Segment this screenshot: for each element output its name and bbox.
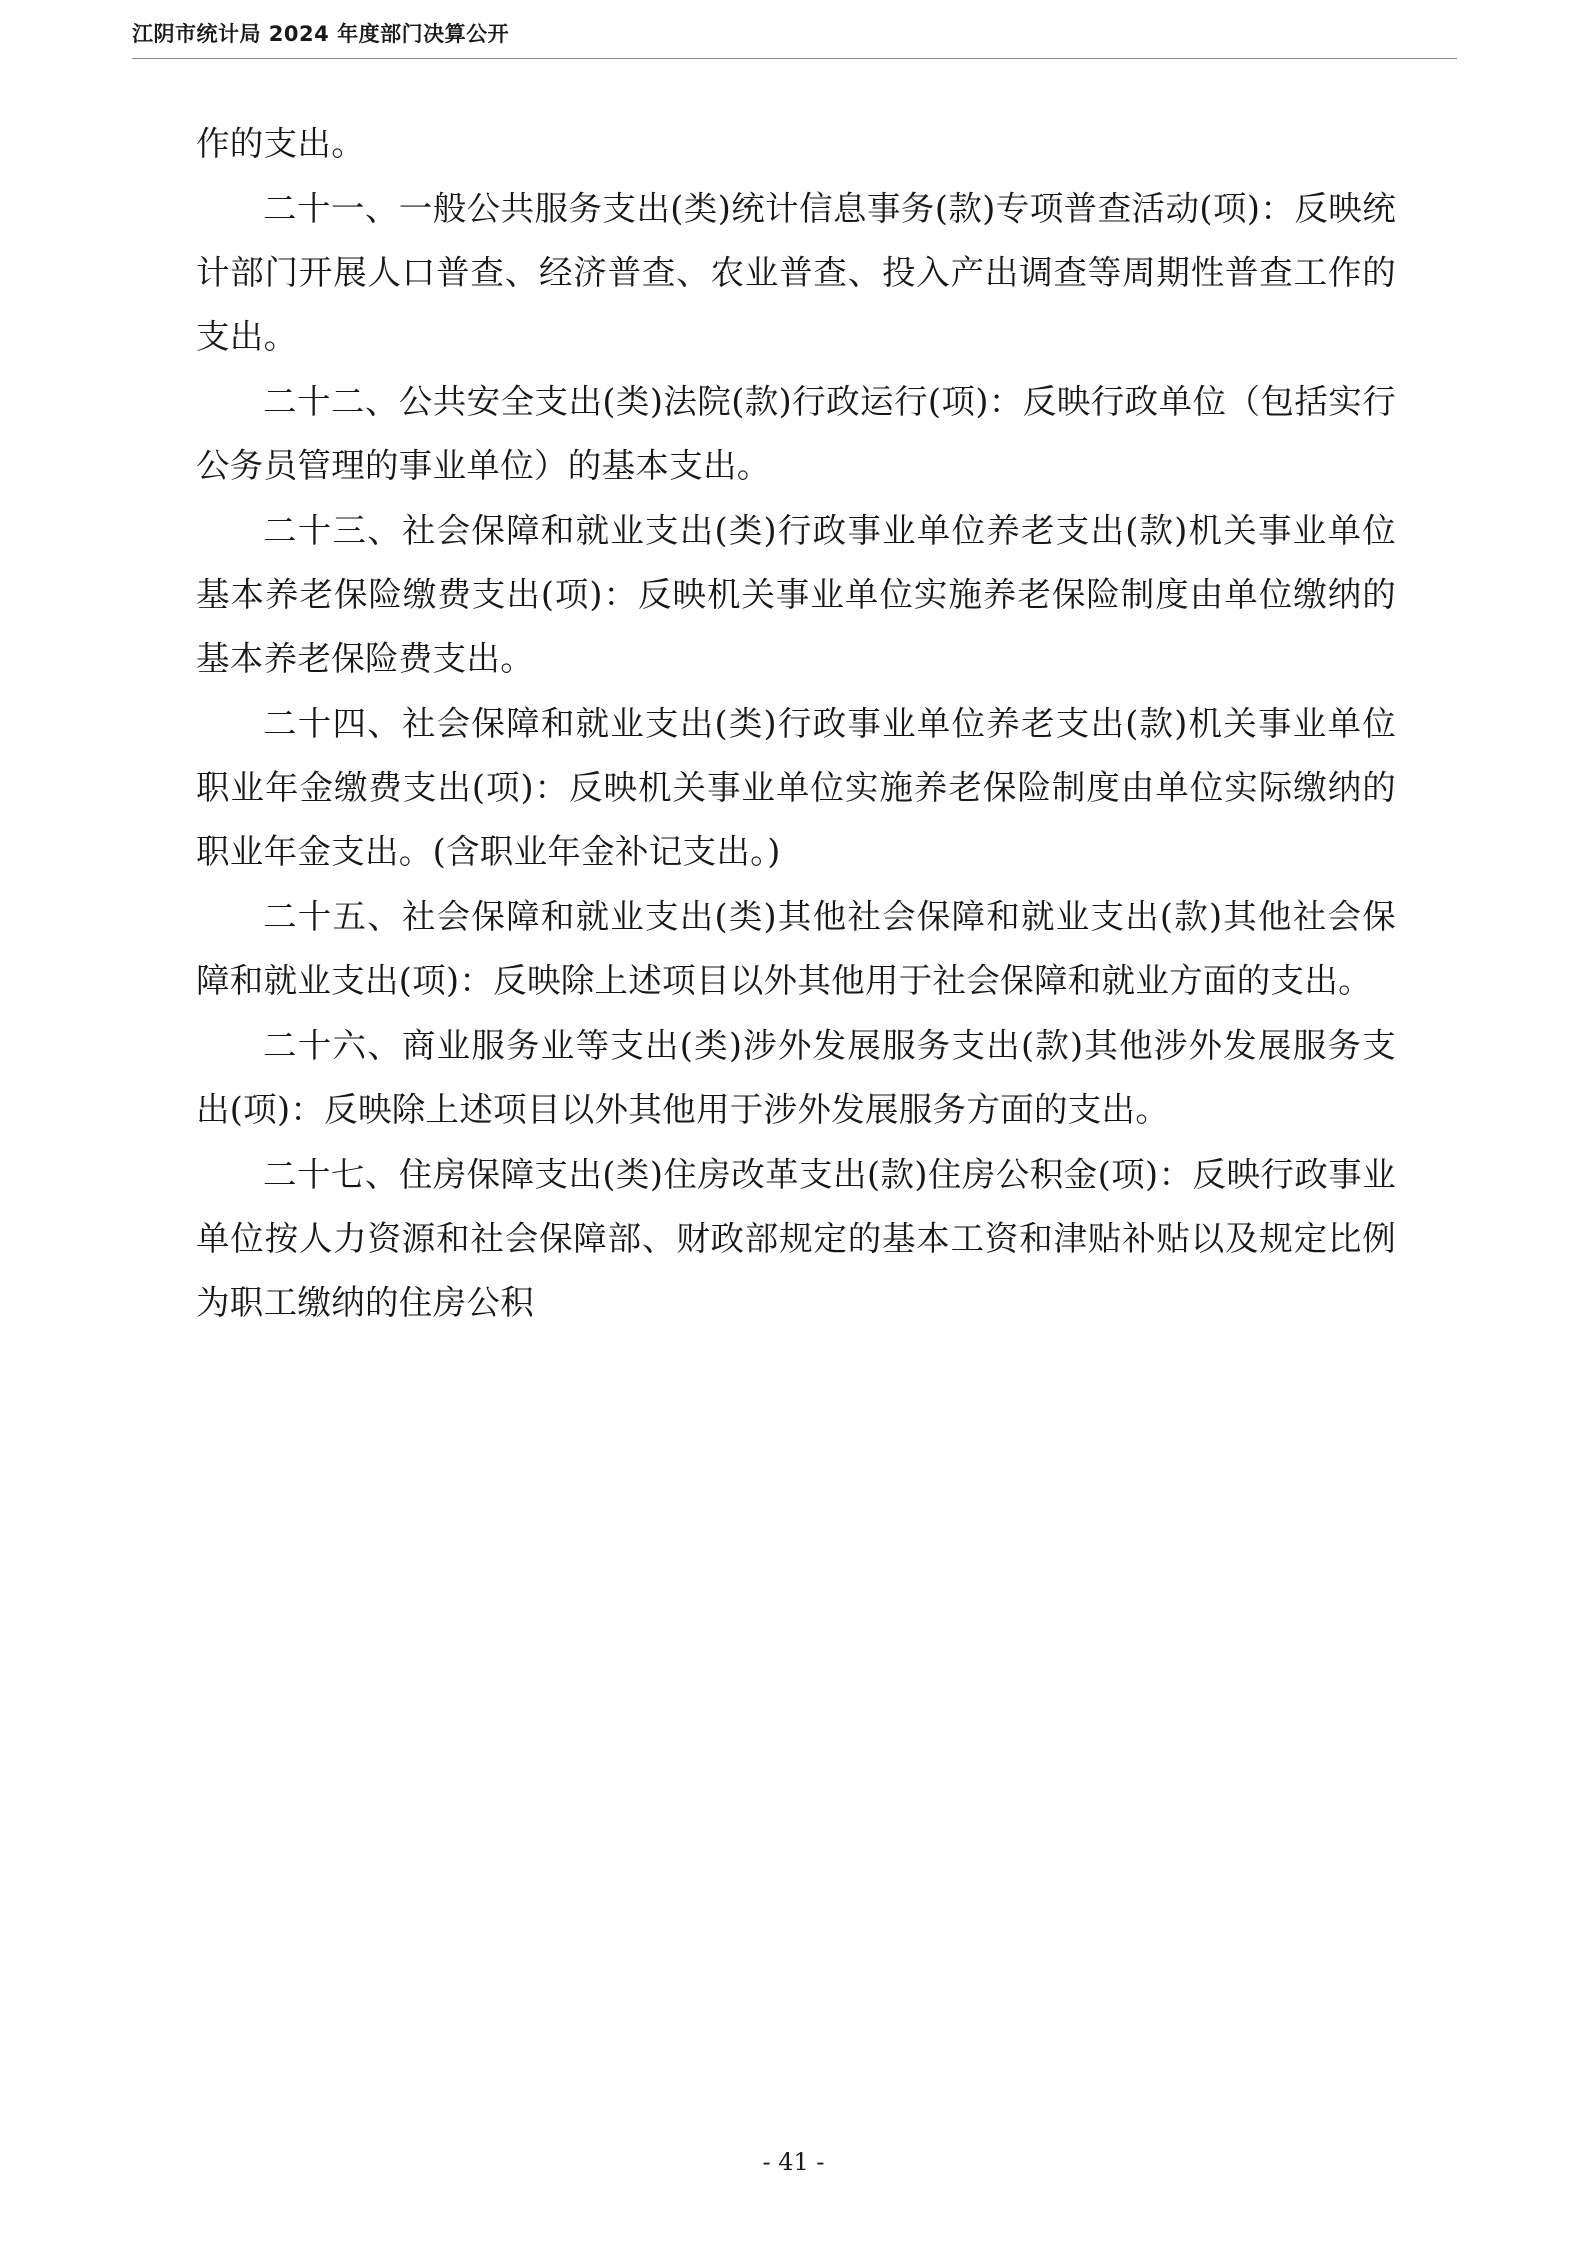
page-header (132, 18, 1457, 62)
paragraph-item-21: 二十一、一般公共服务支出(类)统计信息事务(款)专项普查活动(项)：反映统计部门开展人口普查、经济普查、农业普查、投入产出调查等周期性普查工作的支出。 (196, 189, 1396, 356)
paragraph-continuation: 作的支出。 (196, 124, 365, 163)
paragraph-item-27: 二十七、住房保障支出(类)住房改革支出(款)住房公积金(项)：反映行政事业单位按人力资源和社会保障部、财政部规定的基本工资和津贴补贴以及规定比例为职工缴纳的住房公积 (196, 1155, 1396, 1322)
document-body (196, 112, 1396, 1336)
page-number: - 41 - (762, 2148, 825, 2176)
header-title: 江阴市统计局 2024 年度部门决算公开 (132, 22, 510, 46)
paragraph-item-26: 二十六、商业服务业等支出(类)涉外发展服务支出(款)其他涉外发展服务支出(项)：反映除上述项目以外其他用于涉外发展服务方面的支出。 (196, 1026, 1396, 1129)
header-divider (132, 58, 1457, 59)
paragraph-item-25: 二十五、社会保障和就业支出(类)其他社会保障和就业支出(款)其他社会保障和就业支出(项)：反映除上述项目以外其他用于社会保障和就业方面的支出。 (196, 897, 1396, 1000)
paragraph-item-24: 二十四、社会保障和就业支出(类)行政事业单位养老支出(款)机关事业单位职业年金缴费支出(项)：反映机关事业单位实施养老保险制度由单位实际缴纳的职业年金支出。(含职业年金补记支出。) (196, 704, 1396, 871)
paragraph-item-23: 二十三、社会保障和就业支出(类)行政事业单位养老支出(款)机关事业单位基本养老保险缴费支出(项)：反映机关事业单位实施养老保险制度由单位缴纳的基本养老保险费支出。 (196, 511, 1396, 678)
paragraph-item-22: 二十二、公共安全支出(类)法院(款)行政运行(项)：反映行政单位（包括实行公务员管理的事业单位）的基本支出。 (196, 382, 1396, 485)
